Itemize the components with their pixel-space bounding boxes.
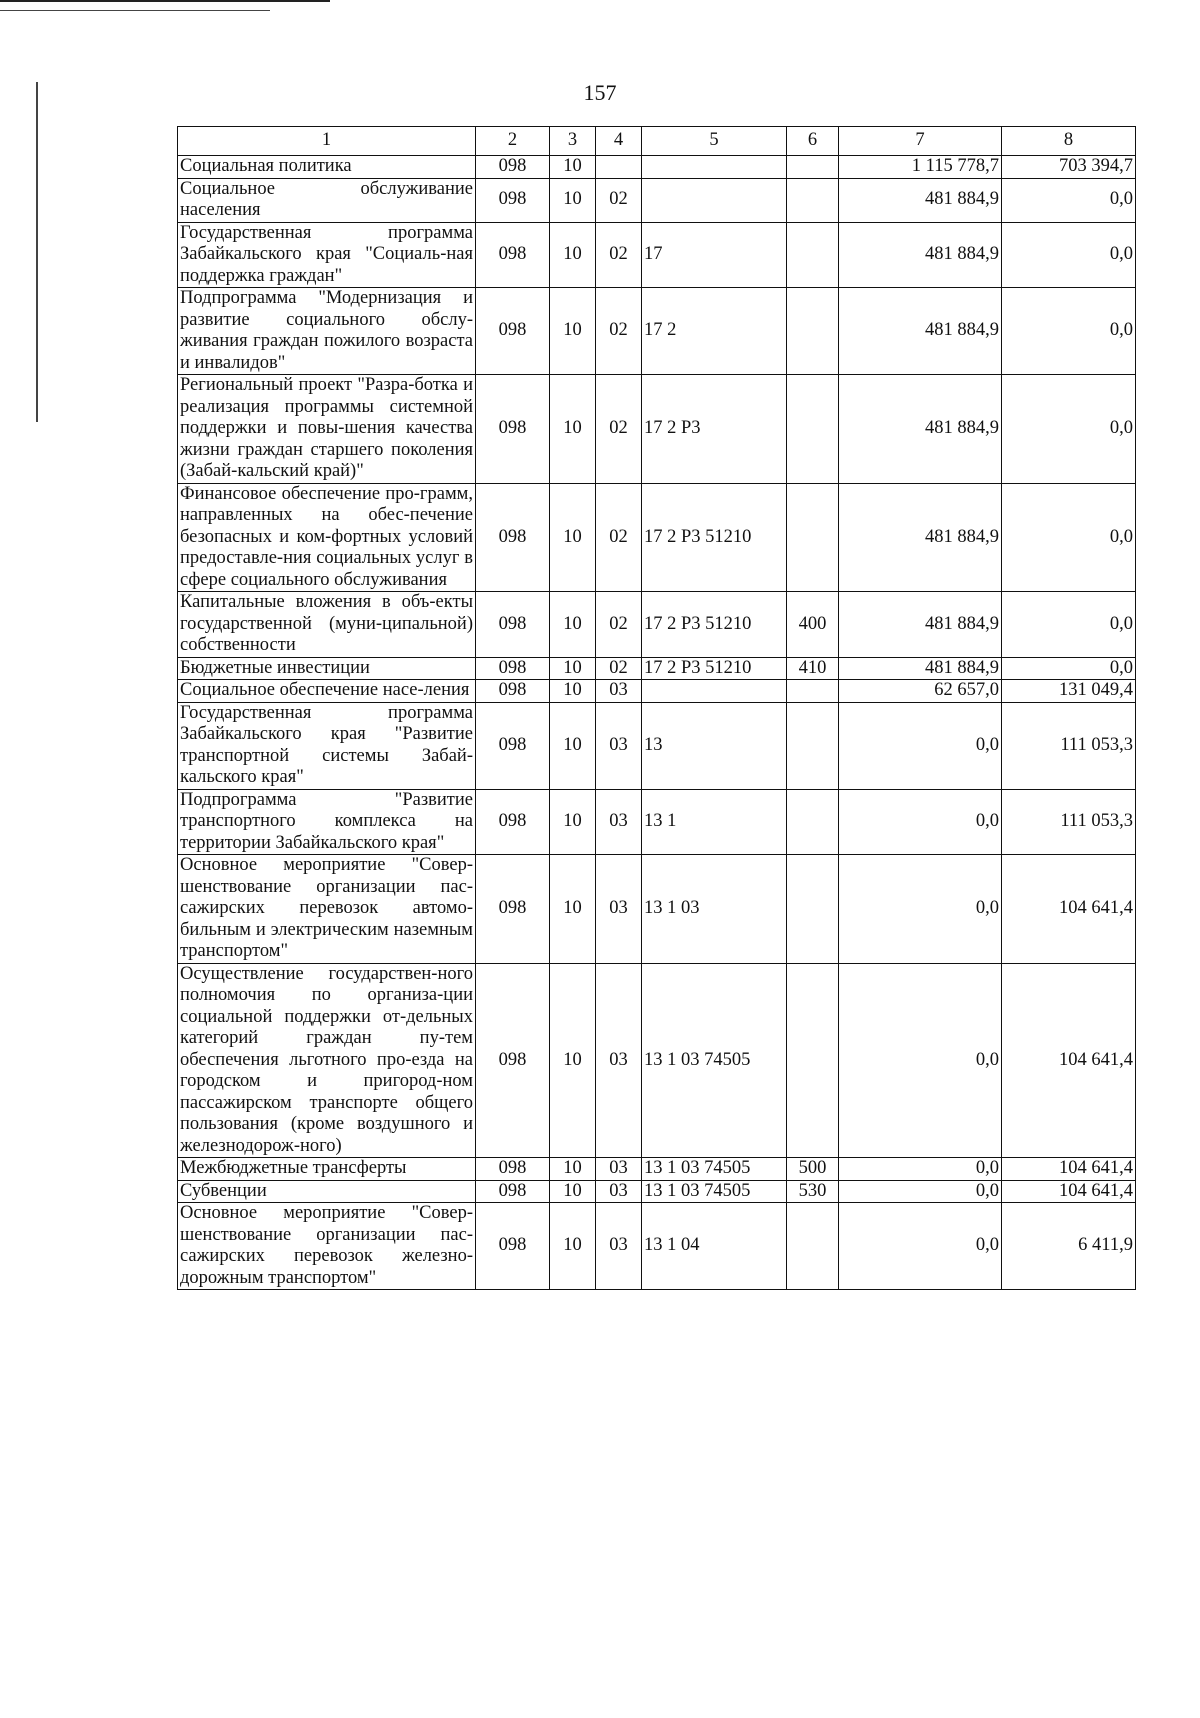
division-code: 10 [550,1203,596,1290]
amount-col-7: 481 884,9 [839,222,1002,288]
table-row [178,963,1136,1158]
section-code: 098 [476,288,550,375]
row-name: Подпрограмма "Развитие транспортного комплекса на территории Забайкальского края" [178,789,476,855]
amount-col-7: 0,0 [839,789,1002,855]
subdivision-code: 03 [596,789,642,855]
subdivision-code: 03 [596,702,642,789]
subdivision-code: 03 [596,855,642,964]
division-code: 10 [550,592,596,658]
expense-type-code [787,178,839,222]
target-article-code: 17 2 [642,288,787,375]
section-code: 098 [476,178,550,222]
subdivision-code: 02 [596,483,642,592]
amount-col-7: 0,0 [839,1203,1002,1290]
target-article-code [642,156,787,179]
row-name: Подпрограмма "Модернизация и развитие социального обслу-живания граждан пожилого возраста и инвалидов" [178,288,476,375]
expense-type-code: 530 [787,1180,839,1203]
subdivision-code: 02 [596,178,642,222]
amount-col-7: 481 884,9 [839,592,1002,658]
expense-type-code [787,1203,839,1290]
section-code: 098 [476,1203,550,1290]
amount-col-8: 703 394,7 [1002,156,1136,179]
amount-col-7: 481 884,9 [839,288,1002,375]
amount-col-7: 1 115 778,7 [839,156,1002,179]
column-number-row [178,127,1136,156]
amount-col-8: 6 411,9 [1002,1203,1136,1290]
amount-col-8: 111 053,3 [1002,702,1136,789]
column-header: 8 [1002,127,1136,156]
scan-edge-line [36,82,38,422]
section-code: 098 [476,789,550,855]
expense-type-code [787,222,839,288]
division-code: 10 [550,1158,596,1181]
amount-col-7: 0,0 [839,855,1002,964]
amount-col-8: 0,0 [1002,375,1136,484]
row-name: Бюджетные инвестиции [178,657,476,680]
amount-col-8: 111 053,3 [1002,789,1136,855]
section-code: 098 [476,702,550,789]
target-article-code: 17 2 P3 51210 [642,483,787,592]
amount-col-7: 62 657,0 [839,680,1002,703]
amount-col-8: 104 641,4 [1002,1180,1136,1203]
column-header: 1 [178,127,476,156]
amount-col-7: 0,0 [839,1158,1002,1181]
row-name: Субвенции [178,1180,476,1203]
division-code: 10 [550,702,596,789]
amount-col-7: 481 884,9 [839,657,1002,680]
subdivision-code: 02 [596,657,642,680]
expense-type-code [787,483,839,592]
row-name: Социальное обеспечение насе-ления [178,680,476,703]
amount-col-8: 0,0 [1002,592,1136,658]
expense-type-code [787,963,839,1158]
table-row [178,680,1136,703]
row-name: Основное мероприятие "Совер-шенствование организации пас-сажирских перевозок автомо-бильным и электрическим наземным транспортом" [178,855,476,964]
row-name: Социальное обслуживание населения [178,178,476,222]
table-row [178,375,1136,484]
target-article-code: 13 1 03 74505 [642,963,787,1158]
target-article-code: 13 [642,702,787,789]
table-row [178,483,1136,592]
scan-edge-line [0,0,330,2]
table-row [178,592,1136,658]
division-code: 10 [550,1180,596,1203]
division-code: 10 [550,178,596,222]
expense-type-code [787,855,839,964]
amount-col-7: 481 884,9 [839,178,1002,222]
subdivision-code: 03 [596,1203,642,1290]
table-row [178,855,1136,964]
subdivision-code: 02 [596,592,642,658]
subdivision-code: 02 [596,375,642,484]
table-row [178,288,1136,375]
amount-col-8: 0,0 [1002,222,1136,288]
division-code: 10 [550,288,596,375]
subdivision-code: 02 [596,288,642,375]
division-code: 10 [550,375,596,484]
table-row [178,702,1136,789]
subdivision-code: 03 [596,1180,642,1203]
subdivision-code: 03 [596,963,642,1158]
target-article-code [642,178,787,222]
column-header: 4 [596,127,642,156]
division-code: 10 [550,963,596,1158]
table-row [178,1180,1136,1203]
section-code: 098 [476,855,550,964]
section-code: 098 [476,592,550,658]
target-article-code: 13 1 [642,789,787,855]
amount-col-8: 0,0 [1002,178,1136,222]
subdivision-code: 03 [596,1158,642,1181]
section-code: 098 [476,222,550,288]
row-name: Социальная политика [178,156,476,179]
amount-col-8: 104 641,4 [1002,1158,1136,1181]
amount-col-8: 0,0 [1002,657,1136,680]
table-row [178,222,1136,288]
table-row [178,789,1136,855]
table-row [178,657,1136,680]
amount-col-7: 481 884,9 [839,483,1002,592]
section-code: 098 [476,483,550,592]
expense-type-code: 400 [787,592,839,658]
division-code: 10 [550,789,596,855]
expense-type-code [787,680,839,703]
target-article-code: 17 [642,222,787,288]
row-name: Основное мероприятие "Совер-шенствование организации пас-сажирских перевозок железно-дорожным транспортом" [178,1203,476,1290]
column-header: 7 [839,127,1002,156]
division-code: 10 [550,222,596,288]
target-article-code: 13 1 03 74505 [642,1158,787,1181]
division-code: 10 [550,156,596,179]
subdivision-code: 02 [596,222,642,288]
scan-edge-line [0,10,270,11]
column-header: 2 [476,127,550,156]
amount-col-8: 104 641,4 [1002,855,1136,964]
target-article-code [642,680,787,703]
section-code: 098 [476,1158,550,1181]
row-name: Межбюджетные трансферты [178,1158,476,1181]
amount-col-7: 0,0 [839,702,1002,789]
expense-type-code [787,789,839,855]
amount-col-7: 481 884,9 [839,375,1002,484]
amount-col-8: 0,0 [1002,288,1136,375]
row-name: Государственная программа Забайкальского края "Социаль-ная поддержка граждан" [178,222,476,288]
subdivision-code: 03 [596,680,642,703]
table-row [178,1203,1136,1290]
section-code: 098 [476,156,550,179]
expense-type-code [787,375,839,484]
division-code: 10 [550,680,596,703]
table-row [178,1158,1136,1181]
target-article-code: 17 2 P3 51210 [642,657,787,680]
amount-col-8: 104 641,4 [1002,963,1136,1158]
section-code: 098 [476,963,550,1158]
division-code: 10 [550,483,596,592]
expense-type-code [787,156,839,179]
row-name: Финансовое обеспечение про-грамм, направленных на обес-печение безопасных и ком-фортных условий предоставле-ния социальных услуг в сфере социального обслуживания [178,483,476,592]
column-header: 3 [550,127,596,156]
expense-type-code [787,702,839,789]
target-article-code: 17 2 P3 51210 [642,592,787,658]
column-header: 5 [642,127,787,156]
budget-table [177,126,1136,1290]
amount-col-7: 0,0 [839,963,1002,1158]
expense-type-code: 500 [787,1158,839,1181]
target-article-code: 13 1 04 [642,1203,787,1290]
target-article-code: 17 2 P3 [642,375,787,484]
target-article-code: 13 1 03 74505 [642,1180,787,1203]
table-row [178,178,1136,222]
section-code: 098 [476,375,550,484]
subdivision-code [596,156,642,179]
amount-col-8: 131 049,4 [1002,680,1136,703]
row-name: Осуществление государствен-ного полномочия по организа-ции социальной поддержки от-дельных категорий граждан пу-тем обеспечения льготного про-езда на городском и пригород-ном пассажирском транспорте общего пользования (кроме воздушного и железнодорож-ного) [178,963,476,1158]
expense-type-code [787,288,839,375]
column-header: 6 [787,127,839,156]
page-number: 157 [583,80,617,105]
row-name: Капитальные вложения в объ-екты государственной (муни-ципальной) собственности [178,592,476,658]
division-code: 10 [550,855,596,964]
division-code: 10 [550,657,596,680]
section-code: 098 [476,657,550,680]
amount-col-8: 0,0 [1002,483,1136,592]
row-name: Региональный проект "Разра-ботка и реализация программы системной поддержки и повы-шения качества жизни граждан старшего поколения (Забай-кальский край)" [178,375,476,484]
section-code: 098 [476,1180,550,1203]
amount-col-7: 0,0 [839,1180,1002,1203]
expense-type-code: 410 [787,657,839,680]
table-row [178,156,1136,179]
row-name: Государственная программа Забайкальского края "Развитие транспортной системы Забай-кальского края" [178,702,476,789]
section-code: 098 [476,680,550,703]
target-article-code: 13 1 03 [642,855,787,964]
